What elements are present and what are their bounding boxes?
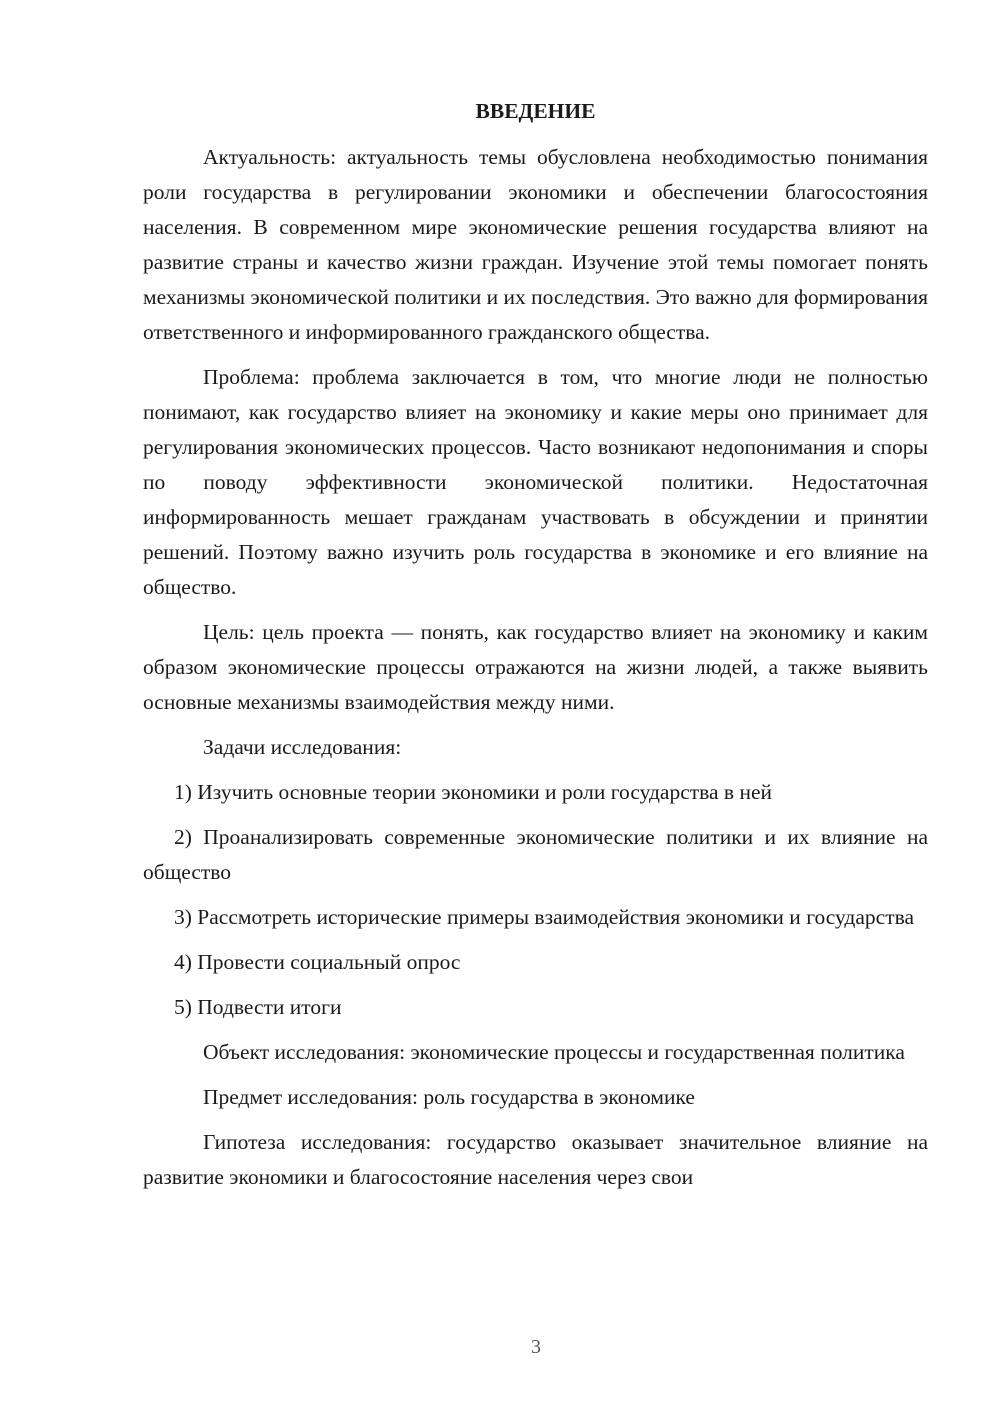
page-number: 3: [531, 1336, 541, 1358]
paragraph-hypothesis: Гипотеза исследования: государство оказывает значительное влияние на развитие экономики и благосостояние населения через свои: [143, 1130, 928, 1189]
task-item-4: 4) Провести социальный опрос: [174, 950, 461, 974]
paragraph-problem: Проблема: проблема заключается в том, что многие люди не полностью понимают, как государство влияет на экономику и какие меры оно принимает для регулирования экономических процессов. Часто возникают недопонимания и споры по поводу эффективности экономической политики. Недостаточная информированность мешает гражданам участвовать в обсуждении и принятии решений. Поэтому важно изучить роль государства в экономике и его влияние на общество.: [143, 365, 928, 599]
paragraph-goal: Цель: цель проекта — понять, как государство влияет на экономику и каким образом экономические процессы отражаются на жизни людей, а также выявить основные механизмы взаимодействия между ними.: [143, 620, 928, 714]
tasks-heading: Задачи исследования:: [203, 735, 402, 759]
task-item-5: 5) Подвести итоги: [174, 995, 342, 1019]
task-item-3: 3) Рассмотреть исторические примеры взаимодействия экономики и государства: [174, 905, 914, 929]
paragraph-relevance: Актуальность: актуальность темы обусловлена необходимостью понимания роли государства в регулировании экономики и обеспечении благосостояния населения. В современном мире экономические решения государства влияют на развитие страны и качество жизни граждан. Изучение этой темы помогает понять механизмы экономической политики и их последствия. Это важно для формирования ответственного и информированного гражданского общества.: [143, 145, 928, 344]
paragraph-subject: Предмет исследования: роль государства в экономике: [203, 1085, 695, 1109]
task-item-1: 1) Изучить основные теории экономики и роли государства в ней: [174, 780, 773, 804]
paragraph-object: Объект исследования: экономические процессы и государственная политика: [203, 1040, 905, 1064]
section-title: ВВЕДЕНИЕ: [475, 99, 596, 123]
page-content: [143, 94, 928, 1205]
task-item-2: 2) Проанализировать современные экономические политики и их влияние на общество: [143, 825, 928, 884]
